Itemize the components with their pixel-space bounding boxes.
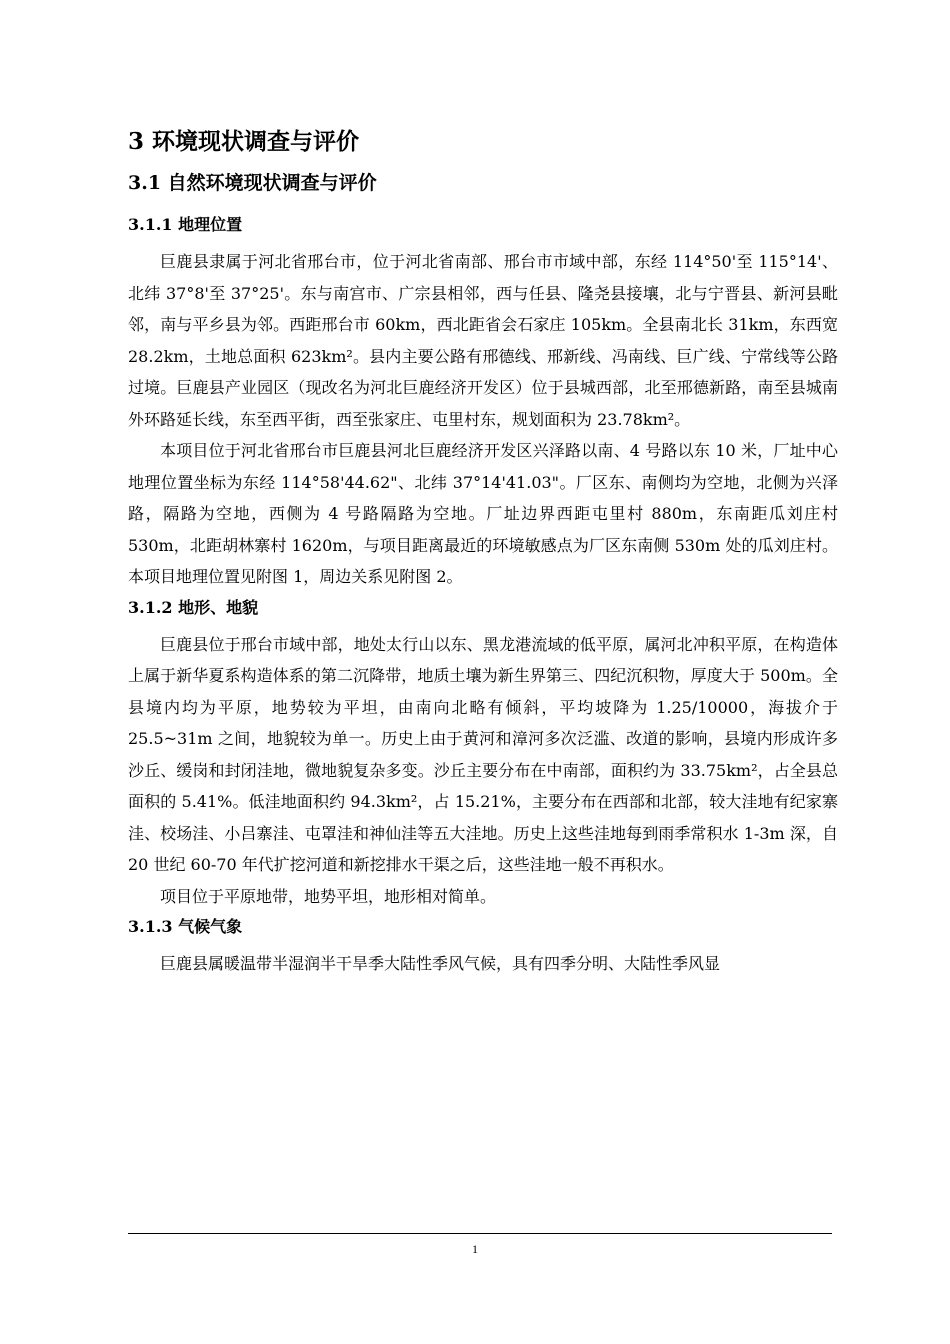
footer-divider: [128, 1233, 832, 1234]
subsection-title-terrain: 3.1.2 地形、地貌: [128, 597, 259, 617]
subsection-title-location: 3.1.1 地理位置: [128, 215, 243, 234]
paragraph-climate-1: 巨鹿县属暖温带半湿润半干旱季大陆性季风气候，具有四季分明、大陆性季风显: [160, 954, 721, 973]
paragraph-location-1: 巨鹿县隶属于河北省邢台市，位于河北省南部、邢台市市域中部，东经 114°50'至 115°14'、北纬 37°8'至 37°25'。东与南宫市、广宗县相邻，西与任县、隆尧县接壤，北与宁晋县、新河县毗邻，南与平乡县为邻。西距邢台市 60km，西北距省会石家庄 105km。全县南北长 31km，东西宽 28.2km，土地总面积 623km²。县内主要公路有邢德线、邢新线、冯南线、巨广线、宁常线等公路过境。巨鹿县产业园区（现改名为河北巨鹿经济开发区）位于县城西部，北至邢德新路，南至县城南外环路延长线，东至西平街，西至张家庄、屯里村东，规划面积为 23.78km²。: [128, 252, 838, 429]
subsection-title-climate: 3.1.3 气候气象: [128, 917, 243, 936]
chapter-title: 3 环境现状调查与评价: [128, 128, 360, 155]
paragraph-terrain-1: 巨鹿县位于邢台市域中部，地处太行山以东、黑龙港流域的低平原，属河北冲积平原，在构造体上属于新华夏系构造体系的第二沉降带，地质土壤为新生界第三、四纪沉积物，厚度大于 500m。全县境内均为平原，地势较为平坦，由南向北略有倾斜，平均坡降为 1.25/10000，海拔介于 25.5~31m 之间，地貌较为单一。历史上由于黄河和漳河多次泛滥、改道的影响，县境内形成许多沙丘、缓岗和封闭洼地，微地貌复杂多变。沙丘主要分布在中南部，面积约为 33.75km²，占全县总面积的 5.41%。低洼地面积约 94.3km²，占 15.21%，主要分布在西部和北部，较大洼地有纪家寨洼、校场洼、小吕寨洼、屯罩洼和神仙洼等五大洼地。历史上这些洼地每到雨季常积水 1-3m 深，自 20 世纪 60-70 年代扩挖河道和新挖排水干渠之后，这些洼地一般不再积水。: [128, 634, 838, 874]
document-body: [128, 122, 838, 980]
paragraph-terrain-2: 项目位于平原地带，地势平坦，地形相对简单。: [160, 886, 497, 906]
paragraph-location-2: 本项目位于河北省邢台市巨鹿县河北巨鹿经济开发区兴泽路以南、4 号路以东 10 米，厂址中心地理位置坐标为东经 114°58'44.62"、北纬 37°14'41.03"。厂区东、南侧均为空地，北侧为兴泽路，隔路为空地，西侧为 4 号路隔路为空地。厂址边界西距屯里村 880m，东南距瓜刘庄村 530m，北距胡林寨村 1620m，与项目距离最近的环境敏感点为厂区东南侧 530m 处的瓜刘庄村。本项目地理位置见附图 1，周边关系见附图 2。: [128, 441, 838, 586]
page-number: 1: [472, 1242, 478, 1256]
section-title: 3.1 自然环境现状调查与评价: [128, 172, 377, 194]
